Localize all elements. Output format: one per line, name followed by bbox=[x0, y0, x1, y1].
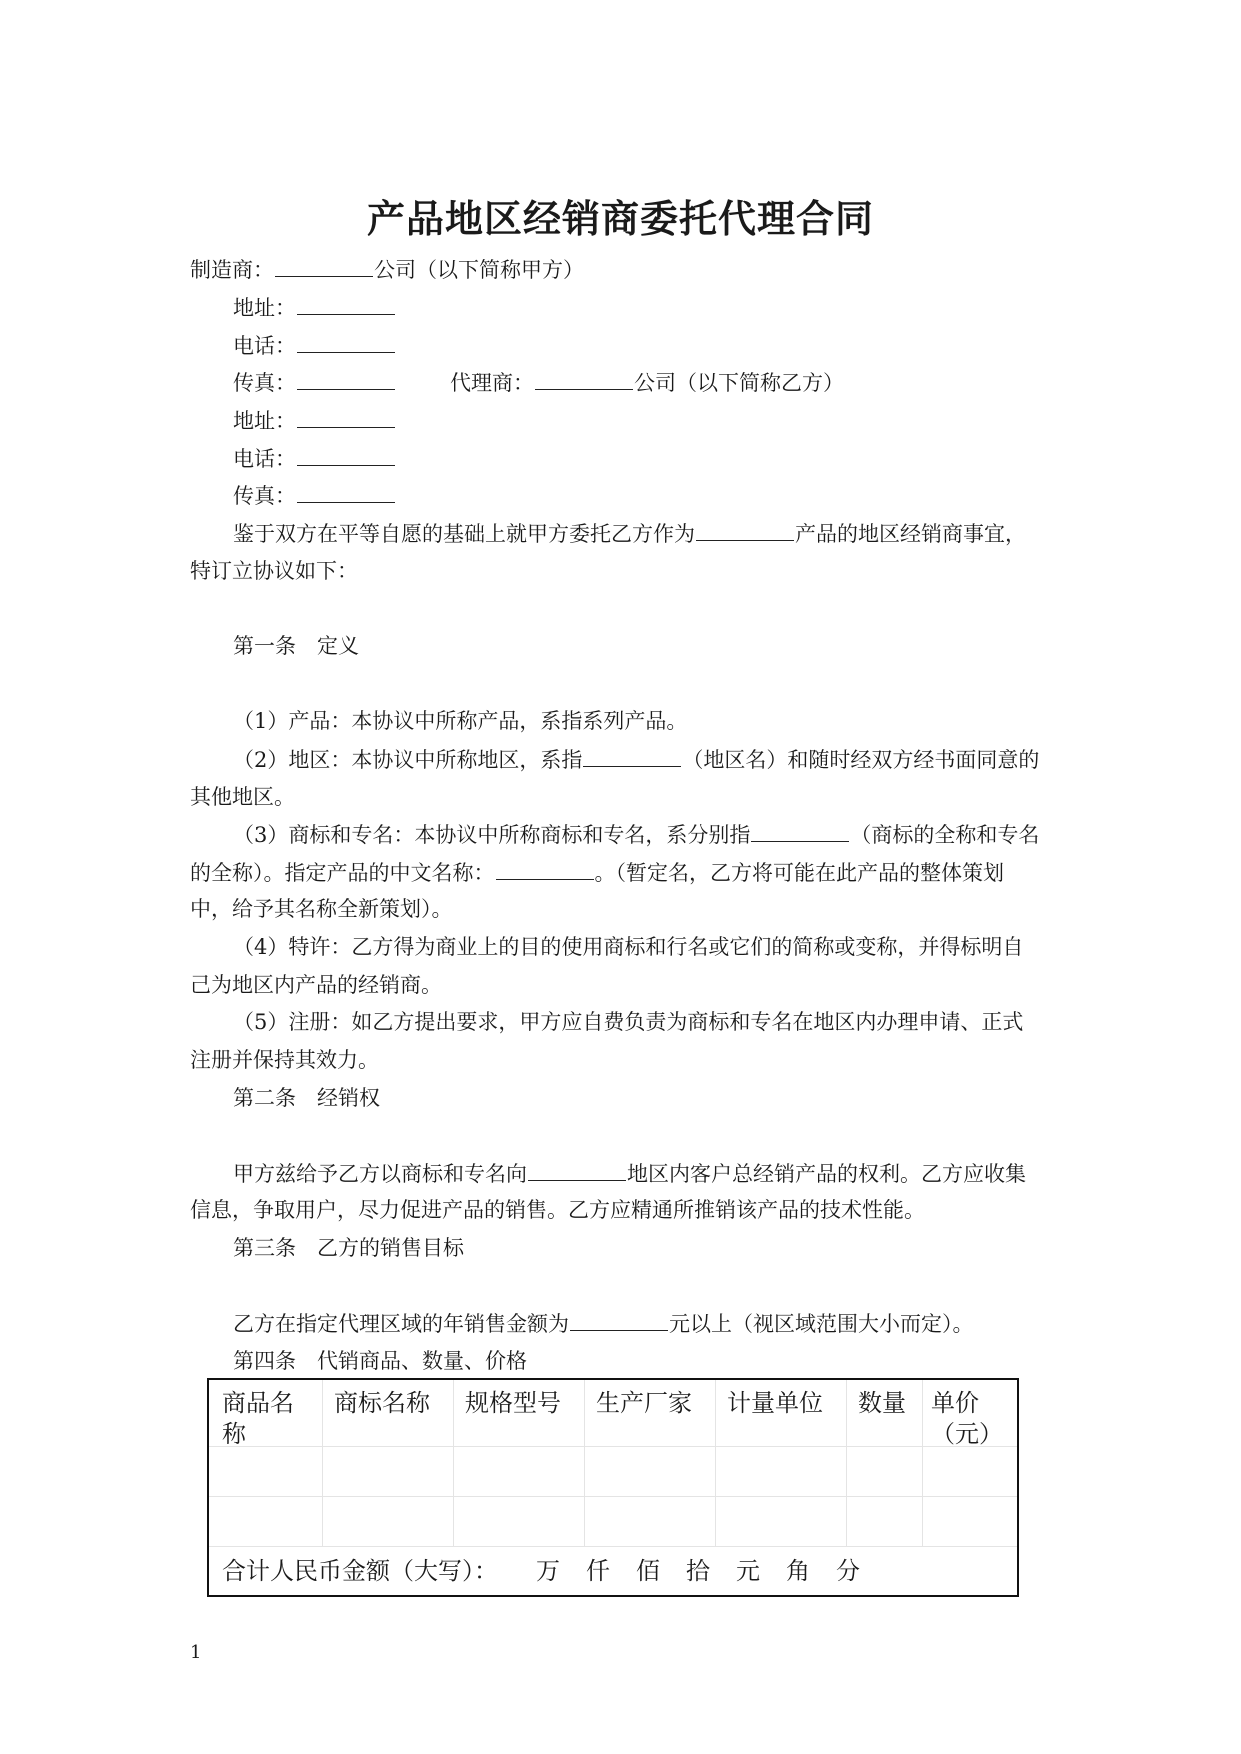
article-1-clause-5-cont: 注册并保持其效力。 bbox=[190, 1048, 379, 1072]
article-3-title: 第三条 乙方的销售目标 bbox=[233, 1236, 464, 1260]
header-product-name bbox=[222, 1388, 294, 1450]
header-manufacturer: 生产厂家 bbox=[596, 1389, 692, 1417]
article-3-text-a: 乙方在指定代理区域的年销售金额为 bbox=[233, 1312, 569, 1336]
address-a-blank bbox=[297, 294, 395, 315]
article-3-para-1 bbox=[233, 1310, 974, 1337]
article-2-para-1-cont: 信息，争取用户，尽力促进产品的销售。乙方应精通所推销该产品的技术性能。 bbox=[190, 1198, 925, 1222]
manufacturer-label: 制造商： bbox=[190, 258, 274, 282]
document-title: 产品地区经销商委托代理合同 bbox=[366, 196, 874, 241]
unit-jiao: 角 bbox=[786, 1557, 810, 1585]
clause-2-text-a: （2）地区：本协议中所称地区，系指 bbox=[233, 748, 583, 772]
header-unit-price-line1: 单价 bbox=[931, 1389, 979, 1417]
unit-qian: 仟 bbox=[586, 1557, 610, 1585]
region-blank bbox=[583, 746, 681, 767]
agent-label: 代理商： bbox=[450, 371, 534, 395]
article-2-para-1 bbox=[233, 1160, 1026, 1187]
header-trademark: 商标名称 bbox=[334, 1389, 430, 1417]
intro-product-blank bbox=[696, 520, 794, 541]
unit-wan: 万 bbox=[536, 1557, 560, 1585]
chinese-name-blank bbox=[496, 859, 594, 880]
address-b-line bbox=[233, 407, 396, 434]
unit-yuan: 元 bbox=[736, 1557, 760, 1585]
agent-blank bbox=[535, 369, 633, 390]
distribution-region-blank bbox=[528, 1160, 626, 1181]
clause-3-text-c: 的全称）。指定产品的中文名称： bbox=[190, 861, 495, 885]
company-suffix-a: 公司（以下简称甲方） bbox=[374, 258, 584, 282]
fax-label: 传真： bbox=[233, 371, 296, 395]
article-1-clause-2 bbox=[233, 746, 1039, 773]
article-3-text-b: 元以上（视区域范围大小而定）。 bbox=[669, 1312, 974, 1336]
intro-line-1 bbox=[233, 520, 1026, 547]
tel-b-line bbox=[233, 445, 396, 472]
address-b-blank bbox=[297, 407, 395, 428]
manufacturer-blank bbox=[275, 256, 373, 277]
company-suffix-b: 公司（以下简称乙方） bbox=[634, 371, 844, 395]
article-1-clause-5: （5）注册：如乙方提出要求，甲方应自费负责为商标和专名在地区内办理申请、正式 bbox=[233, 1010, 1024, 1034]
article-2-text-b: 地区内客户总经销产品的权利。乙方应收集 bbox=[627, 1162, 1026, 1186]
header-unit-price-line2: （元） bbox=[931, 1420, 1003, 1448]
header-product-name-line2: 称 bbox=[222, 1420, 246, 1448]
article-1-clause-2-cont: 其他地区。 bbox=[190, 785, 295, 809]
fax-b-blank bbox=[297, 482, 395, 503]
intro-line-2: 特订立协议如下： bbox=[190, 559, 358, 583]
fax-a-line bbox=[233, 369, 844, 396]
tel-a-blank bbox=[297, 332, 395, 353]
page-number: 1 bbox=[190, 1642, 202, 1663]
article-1-title: 第一条 定义 bbox=[233, 634, 359, 658]
total-amount-label: 合计人民币金额（大写）： bbox=[222, 1557, 498, 1585]
clause-3-text-d: 。（暂定名，乙方将可能在此产品的整体策划 bbox=[594, 861, 1004, 885]
article-4-title: 第四条 代销商品、数量、价格 bbox=[233, 1349, 527, 1373]
fax-b-line bbox=[233, 482, 396, 509]
unit-bai: 佰 bbox=[636, 1557, 660, 1585]
article-1-clause-4: （4）特许：乙方得为商业上的目的使用商标和行名或它们的简称或变称，并得标明自 bbox=[233, 935, 1024, 959]
tel-a-line bbox=[233, 332, 396, 359]
article-1-clause-3 bbox=[233, 821, 1039, 848]
article-2-text-a: 甲方兹给予乙方以商标和专名向 bbox=[233, 1162, 527, 1186]
header-unit-price bbox=[931, 1388, 1003, 1450]
intro-text-a: 鉴于双方在平等自愿的基础上就甲方委托乙方作为 bbox=[233, 522, 695, 546]
article-1-clause-3-cont2: 中，给予其名称全新策划）。 bbox=[190, 897, 453, 921]
fax-a-blank bbox=[297, 369, 395, 390]
tel-label: 电话： bbox=[233, 334, 296, 358]
clause-3-text-b: （商标的全称和专名 bbox=[850, 823, 1040, 847]
trademark-blank bbox=[751, 821, 849, 842]
article-1-clause-4-cont: 己为地区内产品的经销商。 bbox=[190, 973, 442, 997]
tel-b-blank bbox=[297, 445, 395, 466]
header-spec-model: 规格型号 bbox=[465, 1389, 561, 1417]
intro-text-b: 产品的地区经销商事宜， bbox=[795, 522, 1026, 546]
address-a-line bbox=[233, 294, 396, 321]
manufacturer-line bbox=[190, 256, 584, 283]
article-2-title: 第二条 经销权 bbox=[233, 1086, 380, 1110]
header-product-name-line1: 商品名 bbox=[222, 1389, 294, 1417]
clause-3-text-a: （3）商标和专名：本协议中所称商标和专名，系分别指 bbox=[233, 823, 751, 847]
unit-fen: 分 bbox=[836, 1557, 860, 1585]
fax-label: 传真： bbox=[233, 484, 296, 508]
address-label: 地址： bbox=[233, 296, 296, 320]
header-quantity: 数量 bbox=[858, 1389, 906, 1417]
article-1-clause-1: （1）产品：本协议中所称产品，系指系列产品。 bbox=[233, 709, 688, 733]
header-unit: 计量单位 bbox=[727, 1389, 823, 1417]
unit-shi: 拾 bbox=[686, 1557, 710, 1585]
tel-label: 电话： bbox=[233, 447, 296, 471]
clause-2-text-b: （地区名）和随时经双方经书面同意的 bbox=[682, 748, 1040, 772]
sales-target-blank bbox=[570, 1310, 668, 1331]
total-amount-row bbox=[222, 1551, 886, 1586]
article-1-clause-3-cont bbox=[190, 859, 1004, 886]
goods-table bbox=[207, 1378, 1019, 1597]
address-label: 地址： bbox=[233, 409, 296, 433]
